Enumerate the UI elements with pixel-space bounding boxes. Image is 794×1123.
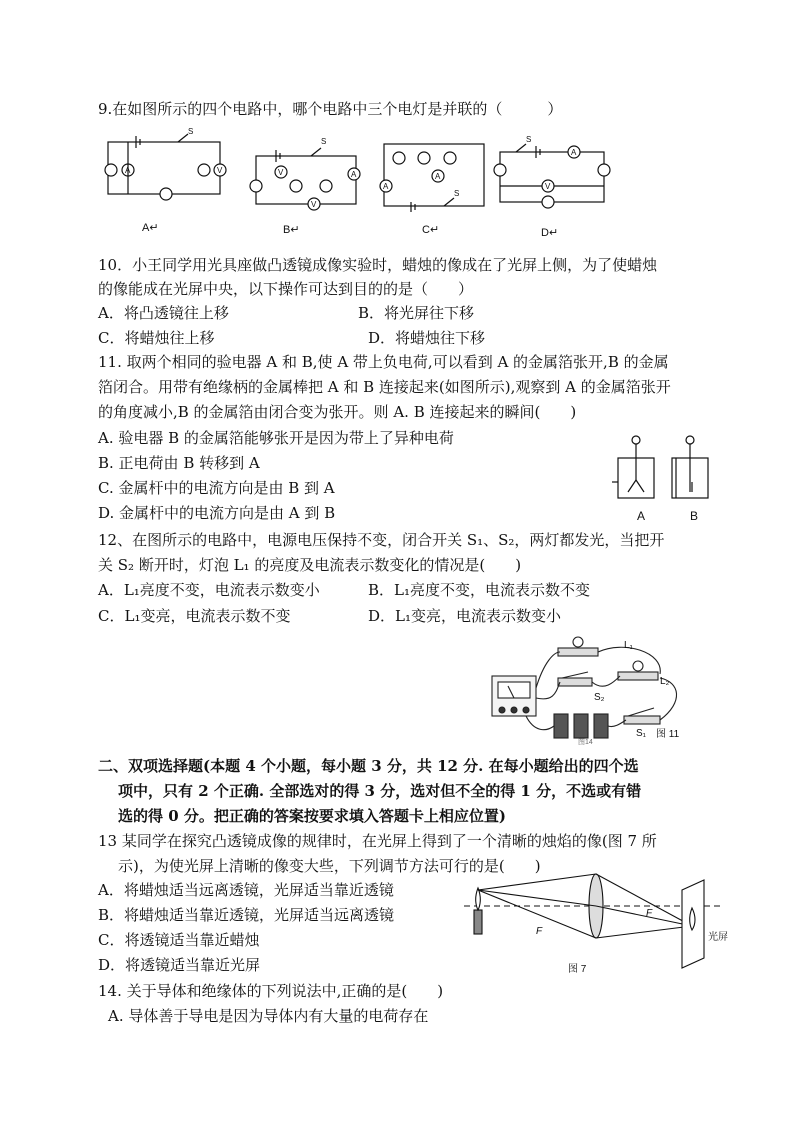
- q11-stem-line3: 的角度减小,B 的金属箔由闭合变为张开。则 A. B 连接起来的瞬间( ): [98, 403, 577, 421]
- circuit-b-diagram: [250, 148, 360, 210]
- q9-stem: 9.在如图所示的四个电路中，哪个电路中三个电灯是并联的（ ）: [98, 100, 563, 118]
- svg-text:F: F: [536, 926, 543, 937]
- svg-text:A: A: [383, 182, 389, 191]
- q13-stem-line2: 示)，为使光屏上清晰的像变大些，下列调节方法可行的是( ): [118, 857, 541, 875]
- q11-option-a: A. 验电器 B 的金属箔能够张开是因为带上了异种电荷: [98, 429, 454, 447]
- q12-circuit-photo-figure: [484, 632, 706, 746]
- q10-stem-line1: 10．小王同学用光具座做凸透镜成像实验时，蜡烛的像成在了光屏上侧，为了使蜡烛: [98, 256, 658, 274]
- svg-text:光屏: 光屏: [708, 932, 728, 943]
- section2-line3: 选的得 0 分。把正确的答案按要求填入答题卡上相应位置): [118, 807, 506, 825]
- q9-caption-d: D↵: [541, 227, 559, 239]
- q12-option-c: C．L₁变亮，电流表示数不变: [98, 607, 291, 625]
- svg-text:L₂: L₂: [660, 676, 670, 687]
- q13-lens-diagram: [464, 868, 744, 976]
- q11-fig-label-a: A: [637, 509, 646, 523]
- q12-option-d: D．L₁变亮，电流表示数变小: [368, 607, 562, 625]
- svg-text:F: F: [646, 908, 653, 919]
- svg-text:S: S: [526, 135, 532, 144]
- q14-option-a: A. 导体善于导电是因为导体内有大量的电荷存在: [108, 1007, 429, 1025]
- q9-caption-a: A↵: [142, 222, 159, 234]
- q12-option-b: B．L₁亮度不变，电流表示数不变: [368, 581, 590, 599]
- svg-text:S: S: [454, 189, 460, 198]
- q9-circuit-figures: [96, 124, 616, 242]
- q9-caption-b: B↵: [283, 224, 300, 236]
- q13-option-d: D．将透镜适当靠近光屏: [98, 956, 261, 974]
- q11-option-b: B. 正电荷由 B 转移到 A: [98, 454, 260, 472]
- q10-option-c: C．将蜡烛往上移: [98, 329, 215, 347]
- circuit-d-diagram: [494, 144, 610, 208]
- svg-text:A: A: [125, 166, 131, 175]
- svg-text:L₁: L₁: [624, 640, 633, 651]
- q10-option-d: D．将蜡烛往下移: [368, 329, 486, 347]
- q13-option-b: B．将蜡烛适当靠近透镜，光屏适当远离透镜: [98, 906, 395, 924]
- svg-text:S: S: [188, 127, 194, 136]
- q9-caption-c: C↵: [422, 224, 440, 236]
- q13-stem-line1: 13 某同学在探究凸透镜成像的规律时，在光屏上得到了一个清晰的烛焰的像(图 7 所: [98, 832, 657, 850]
- section2-line2: 项中，只有 2 个正确. 全部选对的得 3 分，选对但不全的得 1 分，不选或有错: [118, 782, 642, 800]
- svg-text:A: A: [571, 148, 577, 157]
- svg-text:S: S: [321, 137, 327, 146]
- svg-text:V: V: [311, 200, 317, 209]
- q12-stem-line1: 12、在图所示的电路中，电源电压保持不变，闭合开关 S₁、S₂，两灯都发光，当把开: [98, 531, 665, 549]
- q14-stem: 14. 关于导体和绝缘体的下列说法中,正确的是( ): [98, 982, 444, 1000]
- svg-text:A: A: [435, 172, 441, 181]
- svg-text:A: A: [351, 170, 357, 179]
- q11-option-c: C. 金属杆中的电流方向是由 B 到 A: [98, 479, 335, 497]
- svg-text:V: V: [278, 168, 284, 177]
- svg-text:V: V: [217, 166, 223, 175]
- q11-stem-line2: 箔闭合。用带有绝缘柄的金属棒把 A 和 B 连接起来(如图所示),观察到 A 的金属箔张开: [98, 378, 671, 396]
- svg-text:图 7: 图 7: [568, 964, 587, 975]
- q10-option-b: B．将光屏往下移: [358, 304, 475, 322]
- q10-option-a: A．将凸透镜往上移: [98, 304, 229, 322]
- q13-option-c: C．将透镜适当靠近蜡烛: [98, 931, 260, 949]
- svg-text:V: V: [545, 182, 551, 191]
- svg-text:图 11: 图 11: [656, 729, 680, 740]
- svg-text:图14: 图14: [578, 739, 593, 746]
- svg-text:S₁: S₁: [636, 728, 647, 739]
- q11-option-d: D. 金属杆中的电流方向是由 A 到 B: [98, 504, 336, 522]
- q12-option-a: A．L₁亮度不变，电流表示数变小: [98, 581, 320, 599]
- circuit-a-diagram: [105, 134, 226, 200]
- svg-text:S₂: S₂: [594, 692, 605, 703]
- circuit-c-diagram: [380, 144, 484, 212]
- q11-electroscope-figure: [608, 430, 728, 525]
- q13-option-a: A．将蜡烛适当远离透镜，光屏适当靠近透镜: [98, 881, 394, 899]
- q11-stem-line1: 11. 取两个相同的验电器 A 和 B,使 A 带上负电荷,可以看到 A 的金属箔张开,B 的金属: [98, 353, 669, 371]
- q12-stem-line2: 关 S₂ 断开时，灯泡 L₁ 的亮度及电流表示数变化的情况是( ): [98, 556, 522, 574]
- q10-stem-line2: 的像能成在光屏中央，以下操作可达到目的的是（ ）: [98, 280, 474, 298]
- section2-line1: 二、双项选择题(本题 4 个小题，每小题 3 分，共 12 分. 在每小题给出的四个选: [98, 757, 639, 775]
- q11-fig-label-b: B: [690, 509, 699, 523]
